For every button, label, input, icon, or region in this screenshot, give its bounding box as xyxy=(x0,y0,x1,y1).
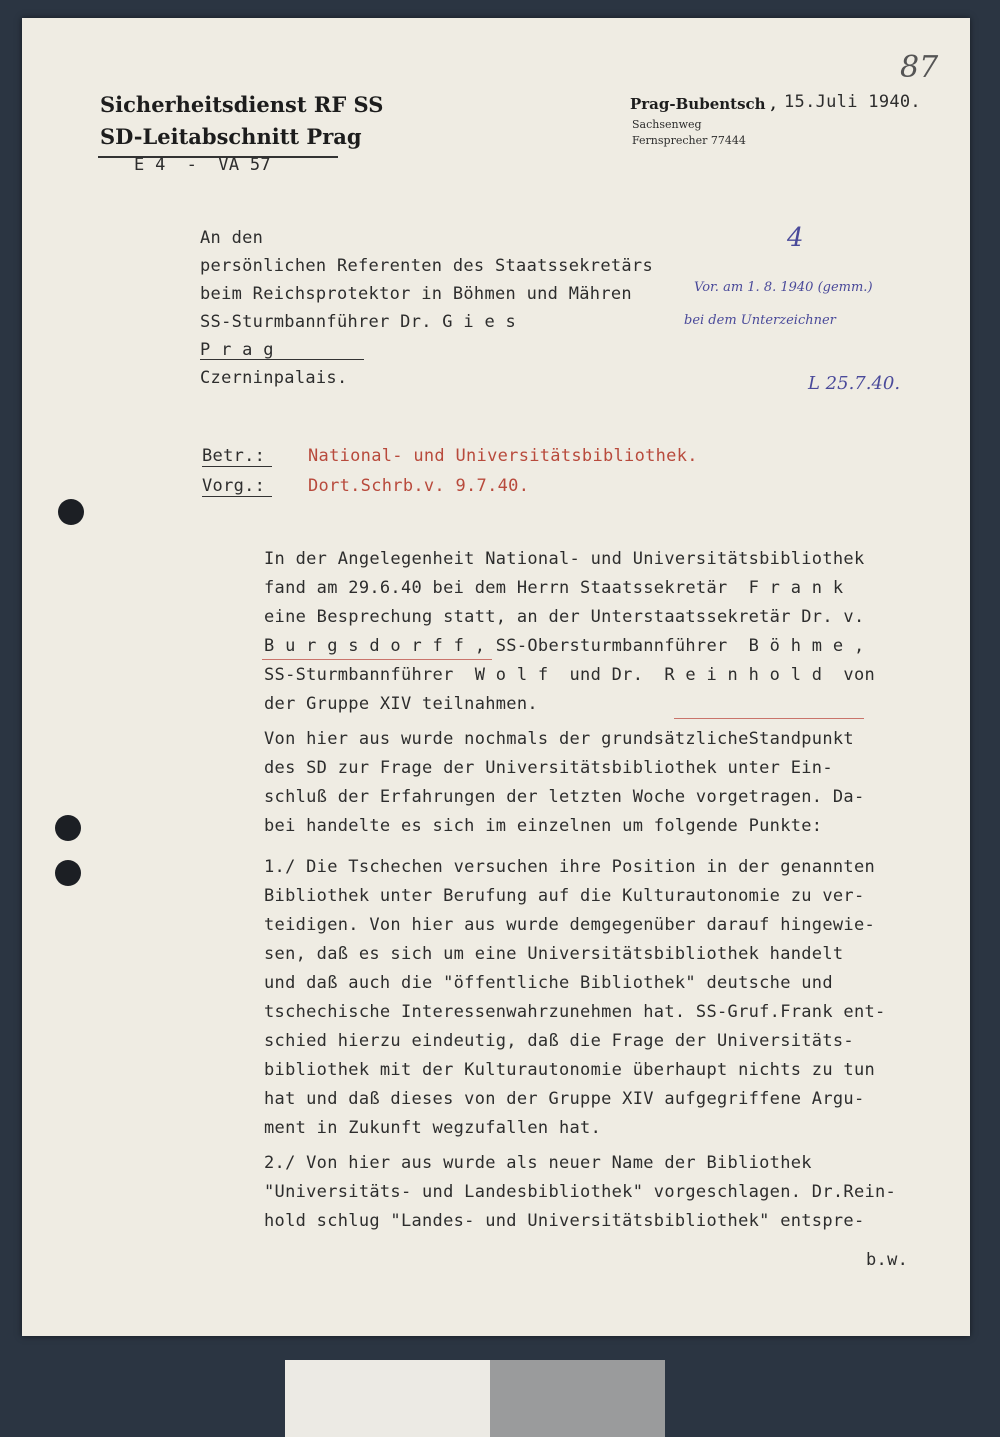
recipient-line6: Czerninpalais. xyxy=(200,368,348,388)
subject-label-underline xyxy=(202,466,272,467)
previous-value: Dort.Schrb.v. 9.7.40. xyxy=(308,476,530,496)
body-line: bei handelte es sich im einzelnen um folgende Punkte: xyxy=(264,816,823,836)
name-underline-reinhold xyxy=(674,718,864,719)
body-line: SS-Sturmbannführer W o l f und Dr. R e i n h o l d von xyxy=(264,665,876,685)
body-line: der Gruppe XIV teilnahmen. xyxy=(264,694,538,714)
footer-white-panel xyxy=(285,1360,490,1437)
continuation-mark: b.w. xyxy=(866,1250,909,1270)
name-underline-burgsdorff xyxy=(262,659,492,660)
scan-footer-strip xyxy=(285,1360,665,1437)
body-line: In der Angelegenheit National- und Universitätsbibliothek xyxy=(264,549,865,569)
body-line: 2./ Von hier aus wurde als neuer Name der Bibliothek xyxy=(264,1153,812,1173)
subject-value: National- und Universitätsbibliothek. xyxy=(308,446,698,466)
page-number-handwritten: 87 xyxy=(900,50,939,85)
letterhead-street: Sachsenweg xyxy=(632,118,702,131)
body-line: und daß auch die "öffentliche Bibliothek" deutsche und xyxy=(264,973,833,993)
letterhead-city: Prag-Bubentsch , xyxy=(630,95,776,113)
letterhead-org-line1: Sicherheitsdienst RF SS xyxy=(100,92,384,117)
body-line: Von hier aus wurde nochmals der grundsätzlicheStandpunkt xyxy=(264,729,854,749)
letterhead-date: 15.Juli 1940. xyxy=(784,92,921,112)
document-page xyxy=(22,18,970,1336)
recipient-line1: An den xyxy=(200,228,264,248)
body-line: sen, daß es sich um eine Universitätsbibliothek handelt xyxy=(264,944,844,964)
body-line: des SD zur Frage der Universitätsbibliothek unter Ein- xyxy=(264,758,833,778)
body-line: hold schlug "Landes- und Universitätsbibliothek" entspre- xyxy=(264,1211,865,1231)
previous-label-underline xyxy=(202,496,272,497)
body-line: eine Besprechung statt, an der Unterstaatssekretär Dr. v. xyxy=(264,607,865,627)
body-line: hat und daß dieses von der Gruppe XIV aufgegriffene Argu- xyxy=(264,1089,865,1109)
annotation-mark: 4 xyxy=(787,223,804,253)
body-line: B u r g s d o r f f , SS-Obersturmbannführer B ö h m e , xyxy=(264,636,865,656)
footer-grey-panel xyxy=(490,1360,665,1437)
subject-label: Betr.: xyxy=(202,446,266,466)
recipient-line3: beim Reichsprotektor in Böhmen und Mähren xyxy=(200,284,632,304)
letterhead-reference: E 4 - VA 57 xyxy=(134,155,271,175)
punch-hole xyxy=(55,860,81,886)
punch-hole xyxy=(55,815,81,841)
recipient-city-underline xyxy=(200,359,364,360)
body-line: Bibliothek unter Berufung auf die Kulturautonomie zu ver- xyxy=(264,886,865,906)
recipient-line5: P r a g xyxy=(200,340,274,360)
recipient-line2: persönlichen Referenten des Staatssekretärs xyxy=(200,256,653,276)
body-line: "Universitäts- und Landesbibliothek" vorgeschlagen. Dr.Rein- xyxy=(264,1182,897,1202)
annotation-note2: bei dem Unterzeichner xyxy=(684,313,836,328)
punch-hole xyxy=(58,499,84,525)
annotation-note1: Vor. am 1. 8. 1940 (gemm.) xyxy=(694,280,873,295)
previous-label: Vorg.: xyxy=(202,476,266,496)
body-line: fand am 29.6.40 bei dem Herrn Staatssekretär F r a n k xyxy=(264,578,844,598)
body-line: 1./ Die Tschechen versuchen ihre Position in der genannten xyxy=(264,857,876,877)
annotation-note3: L 25.7.40. xyxy=(808,373,901,394)
letterhead-phone: Fernsprecher 77444 xyxy=(632,134,746,147)
body-line: bibliothek mit der Kulturautonomie überhaupt nichts zu tun xyxy=(264,1060,876,1080)
body-line: schluß der Erfahrungen der letzten Woche vorgetragen. Da- xyxy=(264,787,865,807)
body-line: ment in Zukunft wegzufallen hat. xyxy=(264,1118,602,1138)
recipient-line4: SS-Sturmbannführer Dr. G i e s xyxy=(200,312,517,332)
body-line: schied hierzu eindeutig, daß die Frage der Universitäts- xyxy=(264,1031,854,1051)
letterhead-org-line2: SD-Leitabschnitt Prag xyxy=(100,124,362,149)
body-line: teidigen. Von hier aus wurde demgegenüber darauf hingewie- xyxy=(264,915,876,935)
body-line: tschechische Interessenwahrzunehmen hat. SS-Gruf.Frank ent- xyxy=(264,1002,886,1022)
